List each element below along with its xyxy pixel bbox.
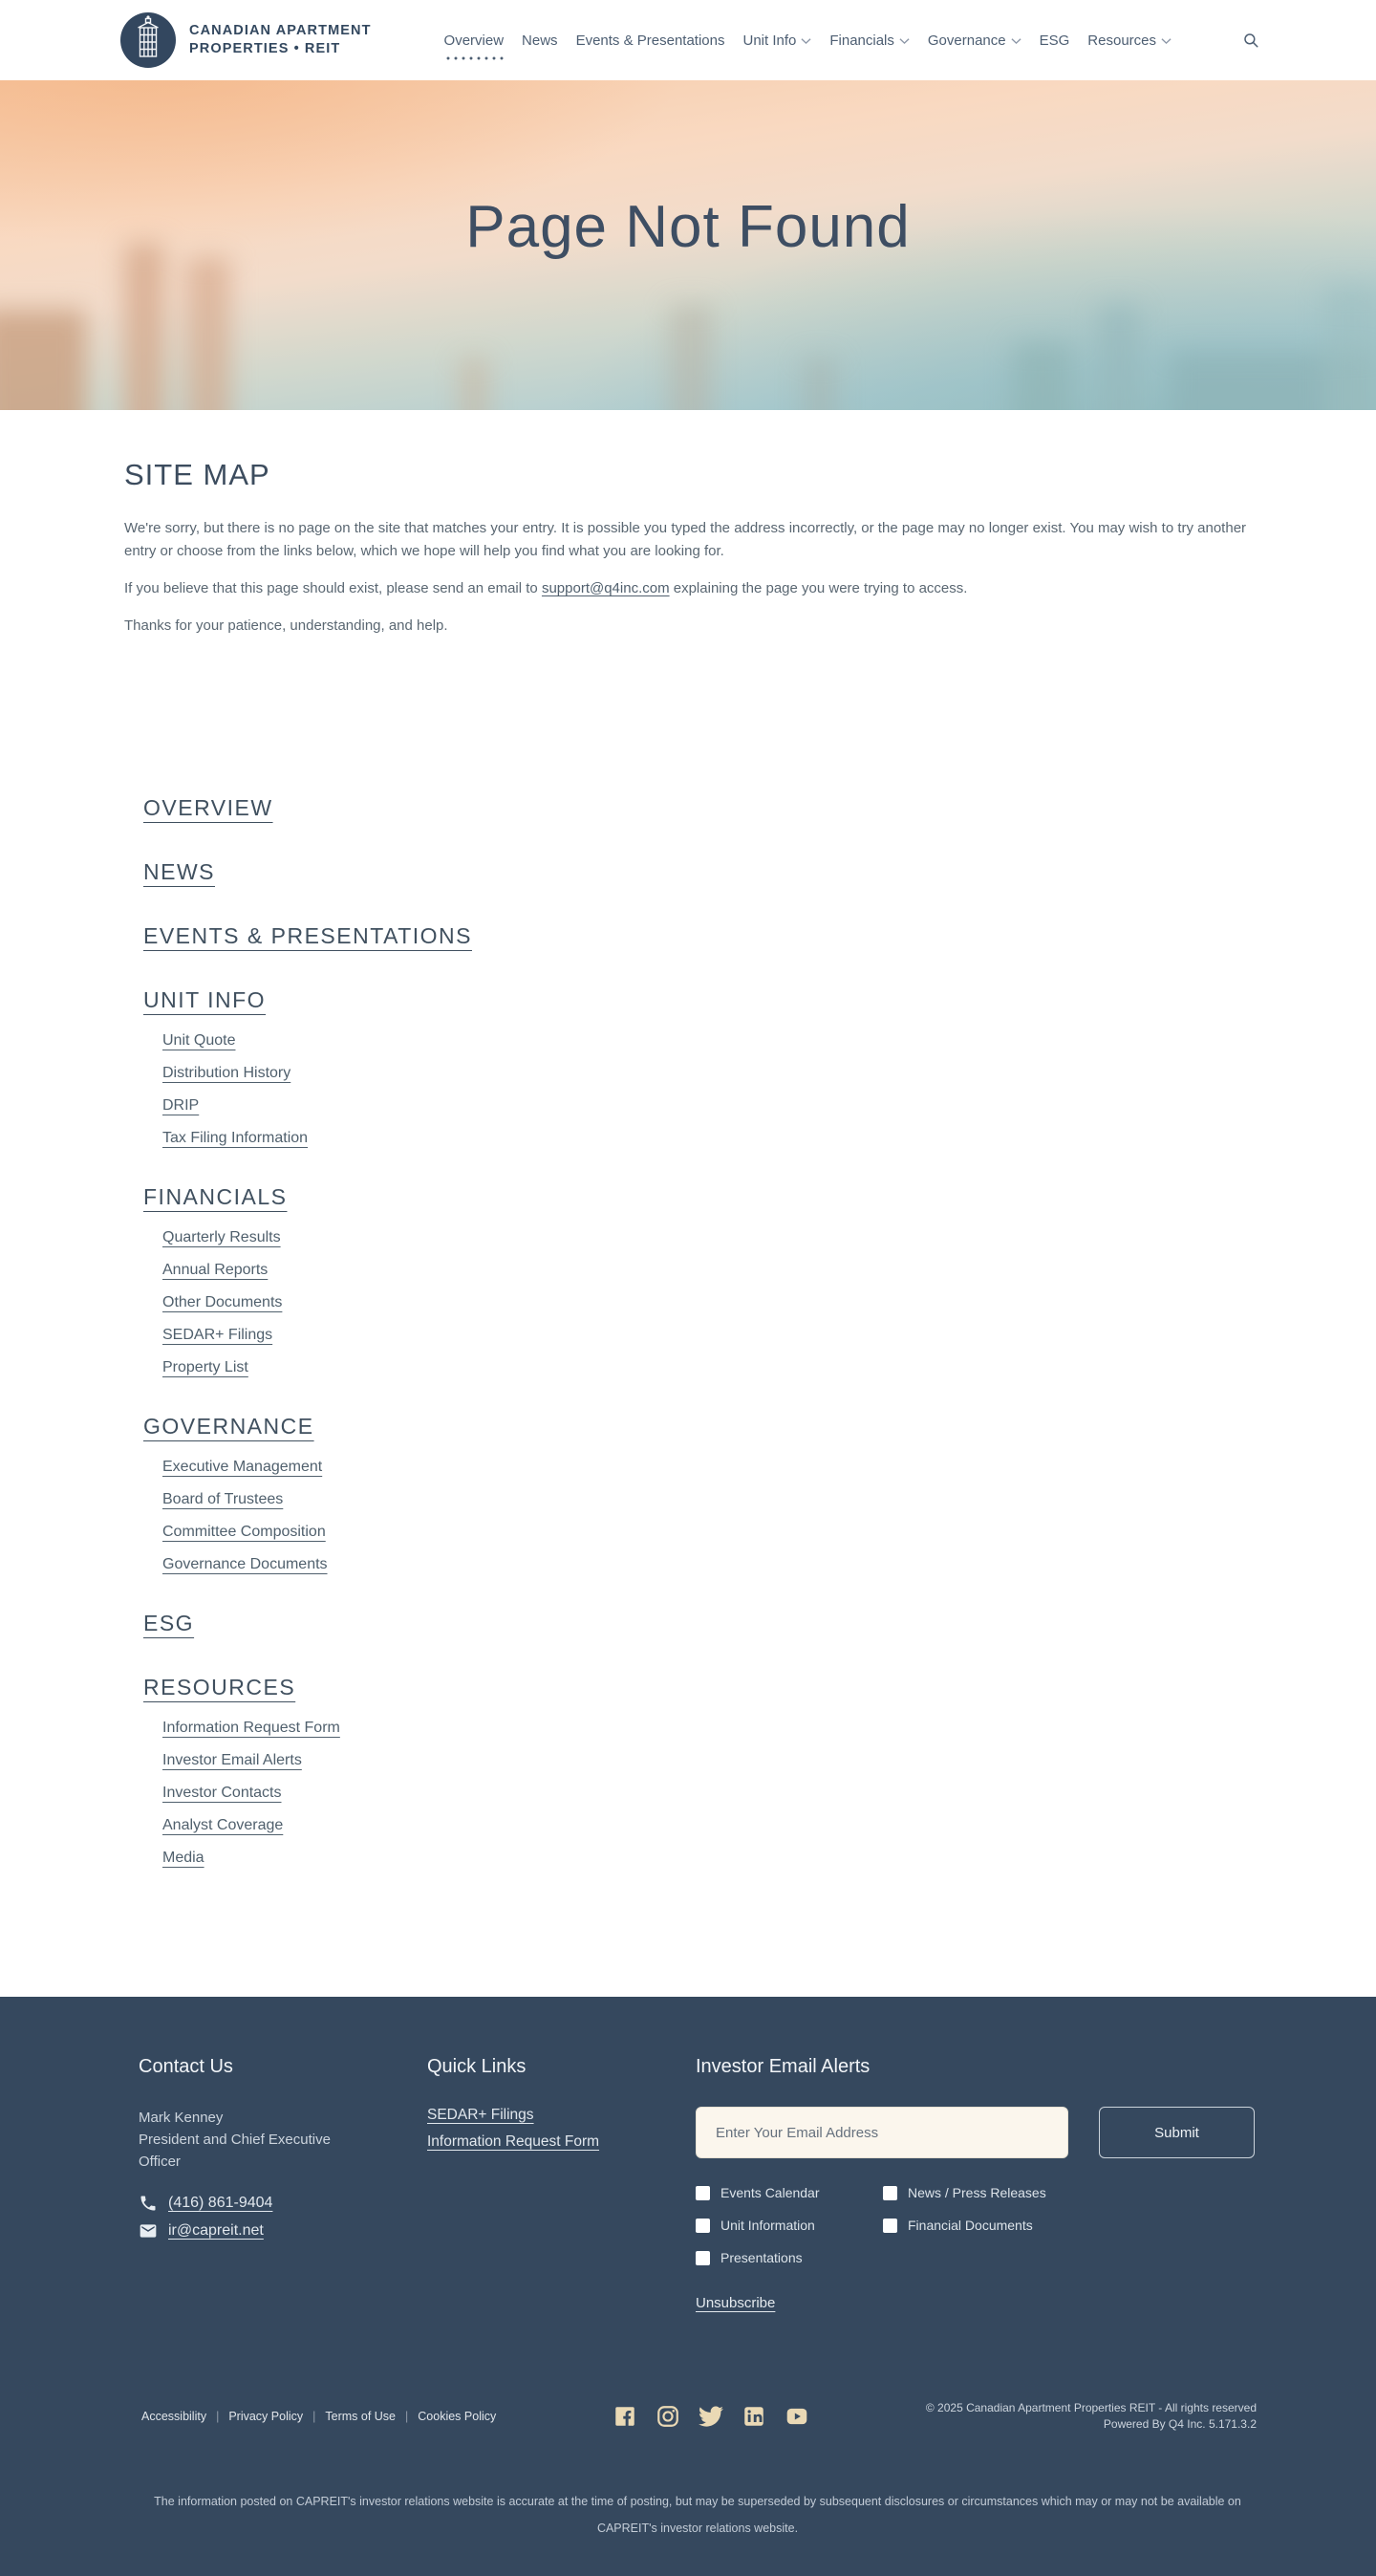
privacy-policy-link[interactable]: Privacy Policy bbox=[228, 2410, 304, 2423]
checkbox-box[interactable] bbox=[883, 2186, 897, 2200]
logo-line-2: PROPERTIES • REIT bbox=[189, 41, 341, 56]
social-linkedin[interactable] bbox=[742, 2404, 766, 2429]
sitemap-link-sedar-filings[interactable]: SEDAR+ Filings bbox=[162, 1327, 273, 1343]
accessibility-link[interactable]: Accessibility bbox=[141, 2410, 207, 2423]
sitemap-title: SITE MAP bbox=[124, 458, 270, 491]
sitemap-link-governance-documents[interactable]: Governance Documents bbox=[162, 1556, 328, 1572]
facebook-icon bbox=[613, 2404, 637, 2429]
sitemap-link-committee-composition[interactable]: Committee Composition bbox=[162, 1524, 326, 1540]
sitemap-link-drip[interactable]: DRIP bbox=[162, 1097, 200, 1114]
email-alerts-form bbox=[696, 2107, 1257, 2158]
logo-line-1: CANADIAN APARTMENT bbox=[189, 23, 372, 38]
page-title: Page Not Found bbox=[465, 194, 911, 260]
linkedin-icon bbox=[742, 2404, 766, 2429]
site-footer bbox=[0, 1997, 1376, 2576]
sitemap-link-events[interactable]: EVENTS & PRESENTATIONS bbox=[143, 923, 472, 948]
quick-link-sedar-filings[interactable]: SEDAR+ Filings bbox=[427, 2107, 534, 2123]
alert-checkbox-group bbox=[696, 2185, 1257, 2265]
hero-banner bbox=[0, 80, 1376, 410]
sitemap-link-board-of-trustees[interactable]: Board of Trustees bbox=[162, 1491, 284, 1507]
nav-governance[interactable]: Governance bbox=[928, 27, 1021, 54]
sitemap-link-tax-filing[interactable]: Tax Filing Information bbox=[162, 1130, 309, 1146]
legal-links: Accessibility | Privacy Policy | Terms of Use | Cookies Policy bbox=[141, 2410, 497, 2423]
logo-text bbox=[189, 22, 372, 58]
sitemap-section-unit-info bbox=[143, 987, 1252, 1146]
checkbox-box[interactable] bbox=[883, 2219, 897, 2233]
submit-button[interactable]: Submit bbox=[1099, 2107, 1255, 2158]
chevron-down-icon bbox=[1161, 37, 1172, 45]
sitemap-link-property-list[interactable]: Property List bbox=[162, 1359, 248, 1375]
social-links bbox=[613, 2404, 809, 2429]
logo-building-icon bbox=[120, 12, 176, 68]
intro-paragraph-1: We're sorry, but there is no page on the site that matches your entry. It is possible you typed the address incorrectly, or the page may no longer exist. You may wish to try another entry or choose from the links below, which we hope will help you find what you are looking for. bbox=[124, 520, 1247, 559]
youtube-icon bbox=[785, 2404, 809, 2429]
sitemap-section-governance bbox=[143, 1414, 1252, 1572]
chevron-down-icon bbox=[1011, 37, 1021, 45]
nav-events-presentations[interactable]: Events & Presentations bbox=[575, 32, 725, 49]
sitemap-link-annual-reports[interactable]: Annual Reports bbox=[162, 1262, 269, 1278]
contact-us-heading: Contact Us bbox=[139, 2056, 233, 2077]
unsubscribe-link[interactable]: Unsubscribe bbox=[696, 2295, 776, 2311]
footer-columns bbox=[139, 2056, 1257, 2312]
sitemap-section-news bbox=[143, 859, 1252, 885]
sitemap-link-unit-info[interactable]: UNIT INFO bbox=[143, 987, 267, 1012]
footer-bottom-bar bbox=[139, 2400, 1257, 2433]
nav-financials[interactable]: Financials bbox=[829, 27, 910, 54]
quick-links-heading: Quick Links bbox=[427, 2056, 527, 2077]
sitemap-link-governance[interactable]: GOVERNANCE bbox=[143, 1414, 314, 1439]
sitemap-link-unit-quote[interactable]: Unit Quote bbox=[162, 1032, 236, 1049]
phone-icon bbox=[139, 2194, 158, 2213]
sitemap-link-distribution-history[interactable]: Distribution History bbox=[162, 1065, 291, 1081]
social-youtube[interactable] bbox=[785, 2404, 809, 2429]
sitemap-link-overview[interactable]: OVERVIEW bbox=[143, 795, 273, 820]
contact-phone-link[interactable]: (416) 861-9404 bbox=[168, 2195, 273, 2211]
support-email-link[interactable]: support@q4inc.com bbox=[541, 580, 670, 596]
instagram-icon bbox=[656, 2404, 680, 2429]
email-address-input[interactable] bbox=[696, 2107, 1068, 2158]
terms-of-use-link[interactable]: Terms of Use bbox=[325, 2410, 397, 2423]
sitemap-link-investor-email-alerts[interactable]: Investor Email Alerts bbox=[162, 1752, 302, 1768]
main-nav bbox=[444, 27, 1172, 54]
checkbox-presentations[interactable]: Presentations bbox=[696, 2250, 883, 2265]
sitemap-link-analyst-coverage[interactable]: Analyst Coverage bbox=[162, 1817, 284, 1833]
contact-role: President and Chief Executive Officer bbox=[139, 2132, 331, 2170]
social-instagram[interactable] bbox=[656, 2404, 680, 2429]
search-button[interactable] bbox=[1242, 32, 1259, 49]
checkbox-financial-documents[interactable]: Financial Documents bbox=[883, 2218, 1046, 2233]
logo[interactable] bbox=[120, 12, 372, 68]
social-facebook[interactable] bbox=[613, 2404, 637, 2429]
checkbox-events-calendar[interactable]: Events Calendar bbox=[696, 2185, 883, 2200]
sitemap-section-financials bbox=[143, 1184, 1252, 1375]
copyright-line-1: © 2025 Canadian Apartment Properties REIT - All rights reserved bbox=[925, 2401, 1257, 2414]
contact-email-row bbox=[139, 2221, 427, 2240]
quick-link-information-request-form[interactable]: Information Request Form bbox=[427, 2133, 600, 2150]
contact-email-link[interactable]: ir@capreit.net bbox=[168, 2222, 264, 2239]
checkbox-news-press-releases[interactable]: News / Press Releases bbox=[883, 2185, 1046, 2200]
sitemap-link-news[interactable]: NEWS bbox=[143, 859, 215, 884]
nav-news[interactable]: News bbox=[522, 32, 558, 49]
main-content bbox=[0, 410, 1376, 1914]
checkbox-unit-information[interactable]: Unit Information bbox=[696, 2218, 883, 2233]
sitemap-link-investor-contacts[interactable]: Investor Contacts bbox=[162, 1785, 282, 1801]
footer-email-alerts-column bbox=[696, 2056, 1257, 2312]
sitemap-section-esg bbox=[143, 1611, 1252, 1636]
intro-paragraph-2: If you believe that this page should exist, please send an email to support@q4inc.com explaining the page you were trying to access. bbox=[124, 580, 968, 596]
twitter-icon bbox=[699, 2404, 723, 2429]
sitemap-link-executive-management[interactable]: Executive Management bbox=[162, 1459, 323, 1475]
site-header bbox=[0, 0, 1376, 80]
chevron-down-icon bbox=[899, 37, 910, 45]
checkbox-box[interactable] bbox=[696, 2219, 710, 2233]
sitemap-link-media[interactable]: Media bbox=[162, 1850, 204, 1866]
nav-resources[interactable]: Resources bbox=[1087, 27, 1172, 54]
footer-contact-column bbox=[139, 2056, 427, 2312]
sitemap-section-events bbox=[143, 923, 1252, 949]
checkbox-box[interactable] bbox=[696, 2251, 710, 2265]
nav-overview[interactable]: Overview bbox=[444, 27, 505, 60]
sitemap-section-resources bbox=[143, 1675, 1252, 1866]
sitemap-link-information-request-form[interactable]: Information Request Form bbox=[162, 1720, 340, 1736]
sitemap-section-overview bbox=[143, 795, 1252, 821]
envelope-icon bbox=[139, 2221, 158, 2240]
cookies-policy-link[interactable]: Cookies Policy bbox=[418, 2410, 497, 2423]
contact-name: Mark Kenney bbox=[139, 2110, 224, 2126]
checkbox-box[interactable] bbox=[696, 2186, 710, 2200]
sitemap-list bbox=[124, 795, 1252, 1914]
nav-unit-info[interactable]: Unit Info bbox=[742, 27, 811, 54]
chevron-down-icon bbox=[801, 37, 811, 45]
footer-quick-links-column bbox=[427, 2056, 696, 2312]
sitemap-link-quarterly-results[interactable]: Quarterly Results bbox=[162, 1229, 281, 1245]
email-alerts-heading: Investor Email Alerts bbox=[696, 2056, 871, 2077]
sitemap-link-esg[interactable]: ESG bbox=[143, 1611, 195, 1635]
search-icon bbox=[1242, 32, 1259, 49]
nav-esg[interactable]: ESG bbox=[1039, 32, 1070, 49]
copyright bbox=[926, 2400, 1257, 2433]
intro-paragraph-3: Thanks for your patience, understanding, and help. bbox=[124, 617, 448, 634]
sitemap-link-other-documents[interactable]: Other Documents bbox=[162, 1294, 283, 1310]
social-twitter[interactable] bbox=[699, 2404, 723, 2429]
copyright-line-2: Powered By Q4 Inc. 5.171.3.2 bbox=[1103, 2417, 1257, 2431]
sitemap-link-resources[interactable]: RESOURCES bbox=[143, 1675, 296, 1699]
footer-disclaimer: The information posted on CAPREIT's investor relations website is accurate at the time of posting, but may be superseded by subsequent disclosures or circumstances which may or may not be available on CAPREIT's investor relations website. bbox=[154, 2495, 1241, 2535]
contact-phone-row bbox=[139, 2194, 427, 2213]
sitemap-link-financials[interactable]: FINANCIALS bbox=[143, 1184, 288, 1209]
